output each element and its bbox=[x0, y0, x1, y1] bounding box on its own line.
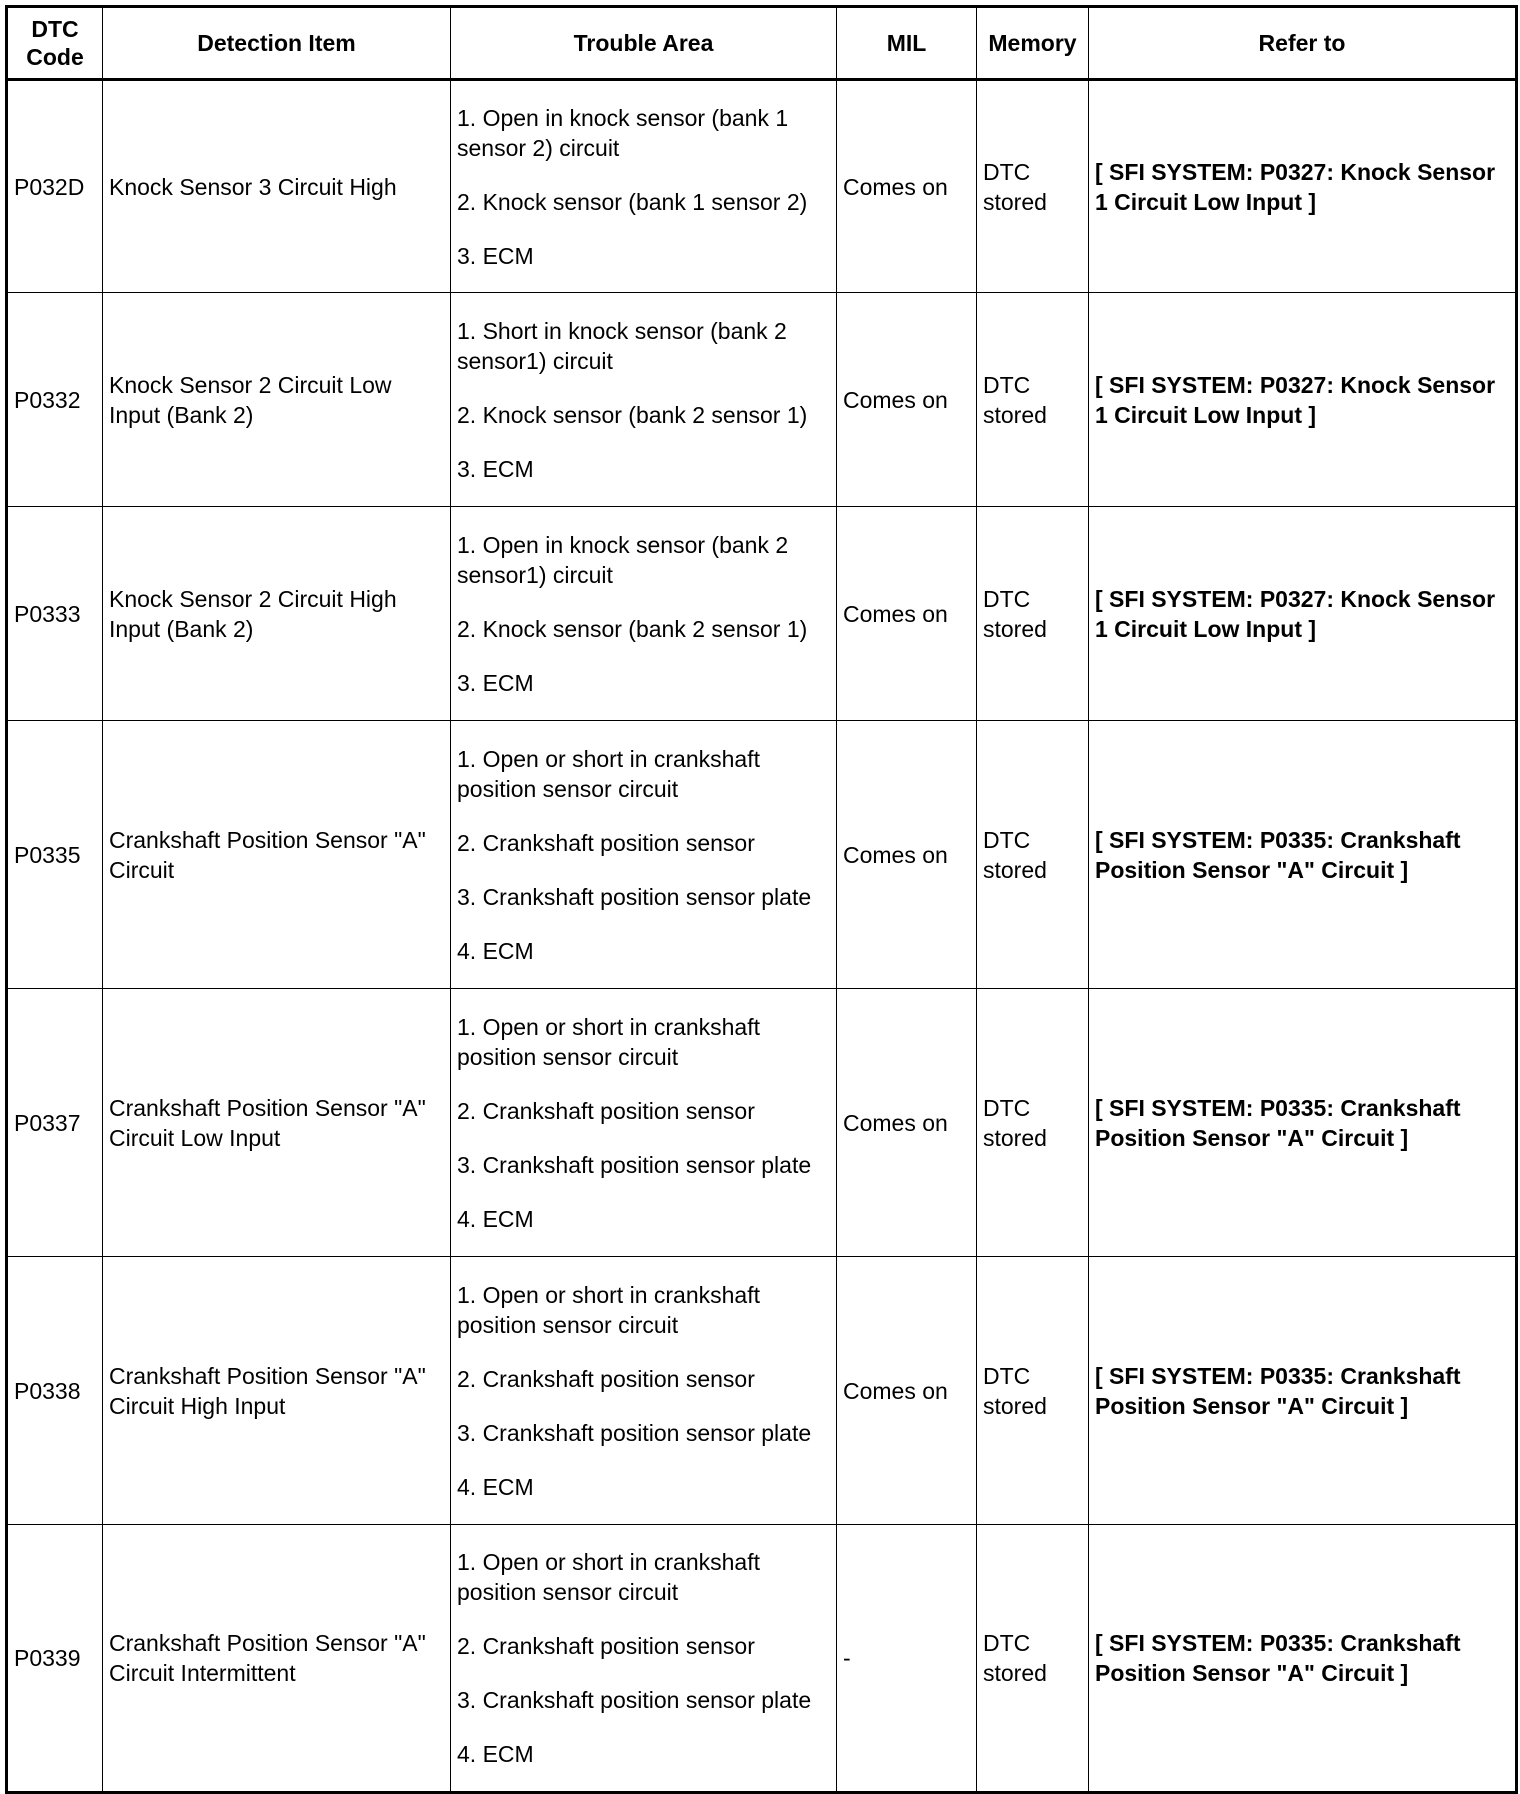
header-dtc-code: DTC Code bbox=[7, 7, 103, 80]
table-row bbox=[7, 1525, 1517, 1793]
trouble-item: 2. Crankshaft position sensor bbox=[457, 829, 755, 856]
memory-cell: DTC stored bbox=[977, 507, 1089, 721]
detection-item-cell: Crankshaft Position Sensor "A" Circuit Intermittent bbox=[103, 1525, 451, 1793]
trouble-item: 3. Crankshaft position sensor plate bbox=[457, 883, 812, 910]
dtc-table bbox=[5, 5, 1518, 1794]
refer-to-link[interactable]: [ SFI SYSTEM: P0327: Knock Sensor 1 Circuit Low Input ] bbox=[1089, 293, 1517, 507]
trouble-item: 1. Open or short in crankshaft position sensor circuit bbox=[457, 1281, 760, 1338]
refer-to-link[interactable]: [ SFI SYSTEM: P0327: Knock Sensor 1 Circuit Low Input ] bbox=[1089, 80, 1517, 293]
header-detection-item: Detection Item bbox=[103, 7, 451, 80]
dtc-code-cell: P0339 bbox=[7, 1525, 103, 1793]
mil-cell: Comes on bbox=[837, 721, 977, 989]
mil-cell: - bbox=[837, 1525, 977, 1793]
detection-item-cell: Knock Sensor 2 Circuit Low Input (Bank 2) bbox=[103, 293, 451, 507]
dtc-code-cell: P0333 bbox=[7, 507, 103, 721]
trouble-item: 2. Crankshaft position sensor bbox=[457, 1365, 755, 1392]
refer-to-link[interactable]: [ SFI SYSTEM: P0335: Crankshaft Position Sensor "A" Circuit ] bbox=[1089, 1257, 1517, 1525]
table-row bbox=[7, 80, 1517, 293]
table-row bbox=[7, 507, 1517, 721]
detection-item-cell: Crankshaft Position Sensor "A" Circuit High Input bbox=[103, 1257, 451, 1525]
table-row bbox=[7, 1257, 1517, 1525]
refer-to-link[interactable]: [ SFI SYSTEM: P0335: Crankshaft Position Sensor "A" Circuit ] bbox=[1089, 1525, 1517, 1793]
trouble-item: 4. ECM bbox=[457, 937, 534, 964]
trouble-item: 2. Knock sensor (bank 2 sensor 1) bbox=[457, 615, 808, 642]
trouble-item: 1. Open or short in crankshaft position sensor circuit bbox=[457, 1549, 760, 1605]
dtc-code-cell: P0337 bbox=[7, 989, 103, 1257]
trouble-item: 1. Short in knock sensor (bank 2 sensor1) circuit bbox=[457, 317, 787, 374]
trouble-area-cell bbox=[451, 1525, 837, 1793]
dtc-code-cell: P0335 bbox=[7, 721, 103, 989]
trouble-item: 1. Open or short in crankshaft position sensor circuit bbox=[457, 745, 760, 802]
mil-cell: Comes on bbox=[837, 293, 977, 507]
trouble-area-cell bbox=[451, 721, 837, 989]
trouble-item: 3. ECM bbox=[457, 242, 534, 269]
trouble-area-cell bbox=[451, 80, 837, 293]
mil-cell: Comes on bbox=[837, 80, 977, 293]
memory-cell: DTC stored bbox=[977, 80, 1089, 293]
trouble-area-cell bbox=[451, 293, 837, 507]
table-row bbox=[7, 293, 1517, 507]
trouble-item: 1. Open or short in crankshaft position sensor circuit bbox=[457, 1013, 760, 1070]
trouble-area-cell bbox=[451, 1257, 837, 1525]
memory-cell: DTC stored bbox=[977, 1525, 1089, 1793]
detection-item-cell: Crankshaft Position Sensor "A" Circuit bbox=[103, 721, 451, 989]
detection-item-cell: Knock Sensor 3 Circuit High bbox=[103, 80, 451, 293]
memory-cell: DTC stored bbox=[977, 1257, 1089, 1525]
trouble-item: 2. Knock sensor (bank 2 sensor 1) bbox=[457, 401, 808, 428]
memory-cell: DTC stored bbox=[977, 721, 1089, 989]
trouble-area-cell bbox=[451, 507, 837, 721]
header-refer-to: Refer to bbox=[1089, 7, 1517, 80]
header-row bbox=[7, 7, 1517, 80]
trouble-item: 3. Crankshaft position sensor plate bbox=[457, 1419, 812, 1446]
table-row bbox=[7, 721, 1517, 989]
dtc-code-cell: P032D bbox=[7, 80, 103, 293]
dtc-code-cell: P0332 bbox=[7, 293, 103, 507]
trouble-item: 3. Crankshaft position sensor plate bbox=[457, 1687, 812, 1713]
trouble-item: 3. Crankshaft position sensor plate bbox=[457, 1151, 812, 1178]
header-mil: MIL bbox=[837, 7, 977, 80]
mil-cell: Comes on bbox=[837, 989, 977, 1257]
trouble-item: 4. ECM bbox=[457, 1741, 534, 1767]
refer-to-link[interactable]: [ SFI SYSTEM: P0335: Crankshaft Position Sensor "A" Circuit ] bbox=[1089, 989, 1517, 1257]
trouble-area-cell bbox=[451, 989, 837, 1257]
header-trouble-area: Trouble Area bbox=[451, 7, 837, 80]
refer-to-link[interactable]: [ SFI SYSTEM: P0335: Crankshaft Position Sensor "A" Circuit ] bbox=[1089, 721, 1517, 989]
header-memory: Memory bbox=[977, 7, 1089, 80]
trouble-item: 2. Crankshaft position sensor bbox=[457, 1097, 755, 1124]
trouble-item: 1. Open in knock sensor (bank 1 sensor 2) circuit bbox=[457, 104, 789, 161]
mil-cell: Comes on bbox=[837, 1257, 977, 1525]
table-row bbox=[7, 989, 1517, 1257]
trouble-item: 1. Open in knock sensor (bank 2 sensor1) circuit bbox=[457, 531, 789, 588]
trouble-item: 2. Knock sensor (bank 1 sensor 2) bbox=[457, 188, 808, 215]
trouble-item: 4. ECM bbox=[457, 1205, 534, 1232]
refer-to-link[interactable]: [ SFI SYSTEM: P0327: Knock Sensor 1 Circuit Low Input ] bbox=[1089, 507, 1517, 721]
dtc-table-container bbox=[5, 5, 1515, 1794]
trouble-item: 3. ECM bbox=[457, 455, 534, 482]
memory-cell: DTC stored bbox=[977, 293, 1089, 507]
detection-item-cell: Knock Sensor 2 Circuit High Input (Bank 2) bbox=[103, 507, 451, 721]
detection-item-cell: Crankshaft Position Sensor "A" Circuit Low Input bbox=[103, 989, 451, 1257]
mil-cell: Comes on bbox=[837, 507, 977, 721]
memory-cell: DTC stored bbox=[977, 989, 1089, 1257]
trouble-item: 3. ECM bbox=[457, 669, 534, 696]
trouble-item: 2. Crankshaft position sensor bbox=[457, 1633, 755, 1659]
trouble-item: 4. ECM bbox=[457, 1473, 534, 1500]
dtc-code-cell: P0338 bbox=[7, 1257, 103, 1525]
